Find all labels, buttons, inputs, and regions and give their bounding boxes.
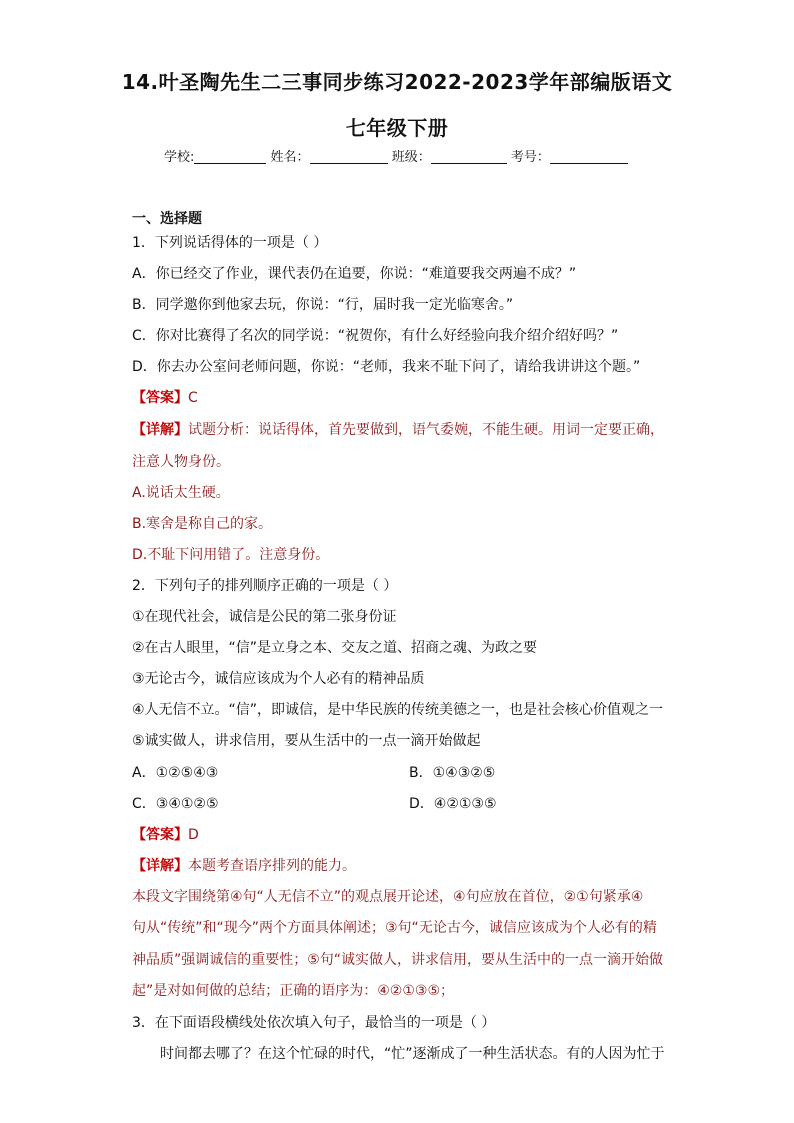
q2-stem: 2．下列句子的排列顺序正确的一项是（ ） — [132, 578, 398, 594]
q3-passage-line1: 时间都去哪了？在这个忙碌的时代，“忙”逐渐成了一种生活状态。有的人因为忙于 — [160, 1046, 665, 1062]
q2-detail-line1 — [132, 856, 356, 876]
q1-option-b: B．同学邀你到他家去玩，你说：“行，届时我一定光临寒舍。” — [132, 297, 514, 313]
q1-detail-a: A.说话太生硬。 — [132, 485, 230, 501]
q2-sentence-3: ③无论古今，诚信应该成为个人必有的精神品质 — [132, 671, 425, 687]
q3-stem: 3．在下面语段横线处依次填入句子，最恰当的一项是（ ） — [132, 1015, 496, 1031]
q1-detail-line2: 注意人物身份。 — [132, 454, 230, 470]
section-heading: 一、选择题 — [132, 211, 202, 227]
q2-option-b: B．①④③②⑤ — [409, 765, 496, 781]
doc-title-line1: 14.叶圣陶先生二三事同步练习2022-2023学年部编版语文 — [121, 70, 673, 94]
name-blank[interactable] — [310, 149, 388, 164]
doc-title-line2: 七年级下册 — [345, 116, 449, 140]
detail-tag: 【详解】 — [132, 422, 188, 438]
answer-tag: 【答案】 — [132, 827, 188, 843]
q2-answer — [132, 825, 199, 845]
q2-detail-line2: 本段文字围绕第④句“人无信不立”的观点展开论述，④句应放在首位，②①句紧承④ — [132, 889, 644, 905]
q2-detail-line3: 句从“传统”和“现今”两个方面具体阐述；③句“无论古今，诚信应该成为个人必有的精 — [132, 920, 657, 936]
detail-text: 试题分析：说话得体，首先要做到，语气委婉，不能生硬。用词一定要正确， — [188, 422, 664, 438]
q1-option-c: C．你对比赛得了名次的同学说：“祝贺你，有什么好经验向我介绍介绍好吗？” — [132, 328, 619, 344]
q2-option-d: D．④②①③⑤ — [409, 796, 497, 812]
q1-stem: 1．下列说话得体的一项是（ ） — [132, 235, 328, 251]
q2-sentence-4: ④人无信不立。“信”，即诚信，是中华民族的传统美德之一，也是社会核心价值观之一 — [132, 702, 664, 718]
q1-option-d: D．你去办公室问老师问题，你说：“老师，我来不耻下问了，请给我讲讲这个题。” — [132, 359, 641, 375]
q2-sentence-2: ②在古人眼里，“信”是立身之本、交友之道、招商之魂、为政之要 — [132, 640, 538, 656]
q1-detail-d: D.不耻下问用错了。注意身份。 — [132, 547, 330, 563]
q1-detail-line1 — [132, 420, 664, 440]
name-label: 姓名： — [270, 150, 310, 165]
school-blank[interactable] — [194, 149, 266, 164]
q2-sentence-1: ①在现代社会，诚信是公民的第二张身份证 — [132, 609, 397, 625]
q2-detail-line4: 神品质”强调诚信的重要性；⑤句“诚实做人，讲求信用，要从生活中的一点一滴开始做 — [132, 952, 664, 968]
detail-tag: 【详解】 — [132, 858, 188, 874]
q2-sentence-5: ⑤诚实做人，讲求信用，要从生活中的一点一滴开始做起 — [132, 733, 481, 749]
school-label: 学校: — [164, 150, 195, 165]
q2-detail-line5: 起”是对如何做的总结；正确的语序为：④②①③⑤； — [132, 983, 455, 999]
answer-value: D — [188, 827, 199, 843]
q2-option-a: A．①②⑤④③ — [132, 765, 219, 781]
detail-text: 本题考查语序排列的能力。 — [188, 858, 356, 874]
q1-detail-b: B.寒舍是称自己的家。 — [132, 516, 273, 532]
class-label: 班级： — [391, 150, 431, 165]
answer-value: C — [188, 390, 198, 406]
class-blank[interactable] — [431, 149, 507, 164]
exam-no-blank[interactable] — [550, 149, 628, 164]
q1-option-a: A．你已经交了作业，课代表仍在追要，你说：“难道要我交两遍不成？” — [132, 266, 577, 282]
student-info-row — [164, 146, 628, 165]
q1-answer — [132, 388, 198, 408]
answer-tag: 【答案】 — [132, 390, 188, 406]
q2-option-c: C．③④①②⑤ — [132, 796, 219, 812]
exam-no-label: 考号： — [510, 150, 550, 165]
